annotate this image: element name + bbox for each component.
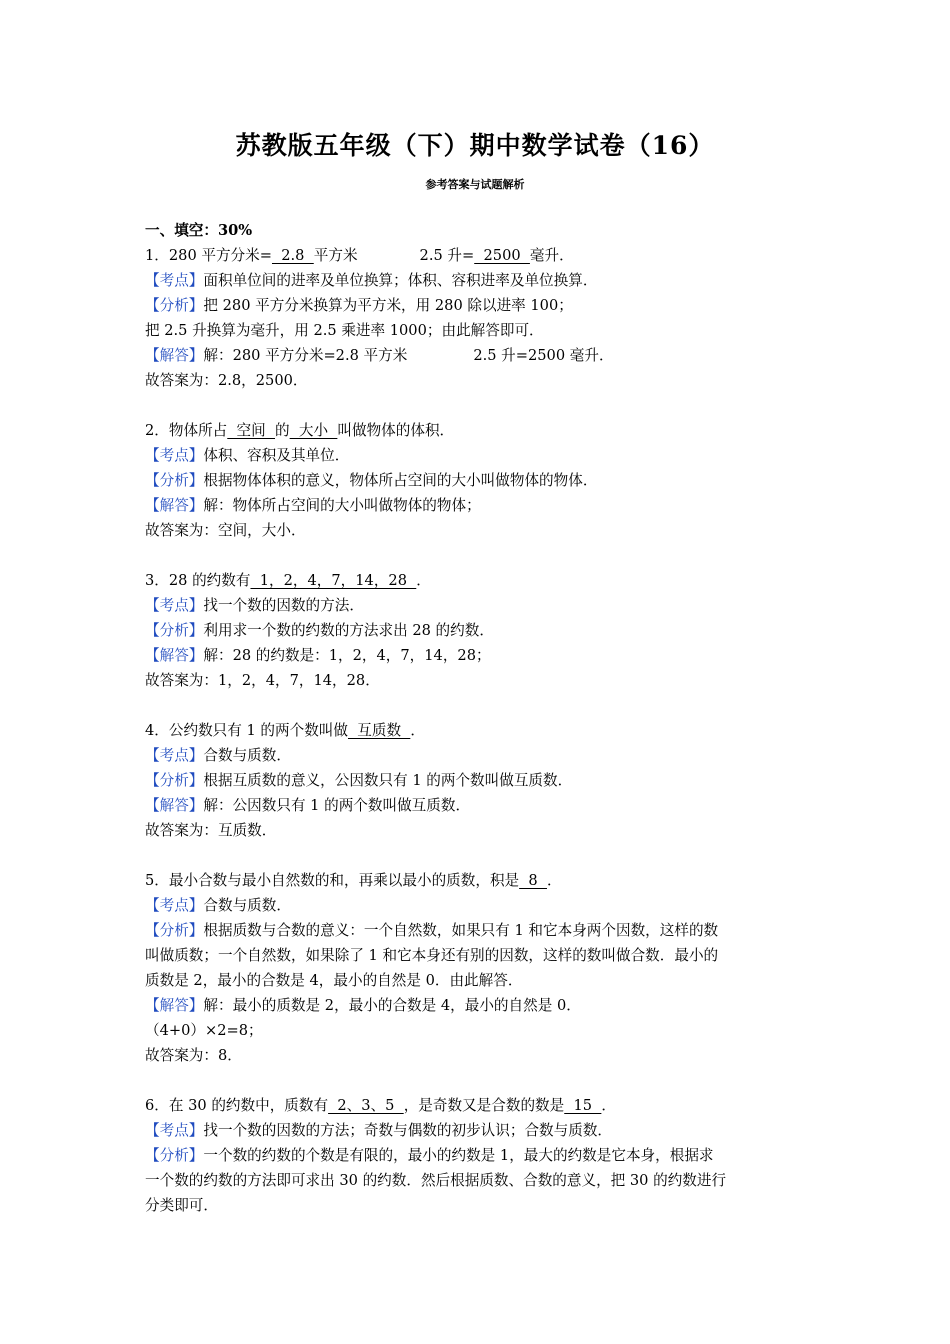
jieda-line: 【解答】解：28 的约数是：1，2，4，7，14，28；: [145, 647, 491, 664]
answer-blank: 互质数: [347, 722, 411, 739]
fenxi-line: 【分析】一个数的约数的个数是有限的，最小的约数是 1，最大的约数是它本身，根据求: [145, 1147, 714, 1164]
fenxi-line-cont: 叫做质数；一个自然数，如果除了 1 和它本身还有别的因数，这样的数叫做合数．最小的: [145, 947, 719, 964]
answer-blank: 2、3、5: [328, 1097, 404, 1114]
answer-blank: 8: [519, 872, 547, 889]
page-title: 苏教版五年级（下）期中数学试卷（16）: [235, 131, 715, 160]
jieda-line: 【解答】解：物体所占空间的大小叫做物体的物体；: [145, 497, 481, 514]
fenxi-tag: 【分析】: [145, 1147, 204, 1164]
question-2: 2．物体所占 空间 的 大小 叫做物体的体积．: [145, 422, 455, 439]
fenxi-line: 【分析】根据互质数的意义，公因数只有 1 的两个数叫做互质数．: [145, 772, 573, 789]
question-1: 1．280 平方分米= 2.8 平方米 2.5 升= 2500 毫升．: [145, 247, 574, 264]
kaodian-tag: 【考点】: [145, 272, 204, 289]
question-3: 3．28 的约数有 1，2，4，7，14，28 ．: [145, 572, 431, 589]
kaodian-line: 【考点】找一个数的因数的方法．: [145, 597, 364, 614]
fenxi-line-cont: 分类即可．: [145, 1197, 218, 1214]
answer-blank: 1，2，4，7，14，28: [250, 572, 417, 589]
answer-line: 故答案为：空间，大小．: [145, 522, 306, 539]
answer-blank: 15: [564, 1097, 602, 1114]
jieda-tag: 【解答】: [145, 497, 204, 514]
question-5: 5．最小合数与最小自然数的和，再乘以最小的质数，积是 8 ．: [145, 872, 562, 889]
fenxi-tag: 【分析】: [145, 472, 204, 489]
jieda-line: 【解答】解：最小的质数是 2，最小的合数是 4，最小的自然是 0．: [145, 997, 581, 1014]
kaodian-line: 【考点】合数与质数．: [145, 747, 291, 764]
jieda-tag: 【解答】: [145, 347, 204, 364]
page-subtitle: 参考答案与试题解析: [425, 178, 525, 191]
answer-line: 故答案为：2.8，2500．: [145, 372, 308, 389]
fenxi-line: 【分析】根据物体体积的意义，物体所占空间的大小叫做物体的物体．: [145, 472, 598, 489]
fenxi-tag: 【分析】: [145, 622, 204, 639]
kaodian-tag: 【考点】: [145, 897, 204, 914]
fenxi-tag: 【分析】: [145, 922, 204, 939]
answer-blank: 2.8: [271, 247, 314, 264]
jieda-tag: 【解答】: [145, 647, 204, 664]
answer-blank: 空间: [227, 422, 276, 439]
fenxi-line-cont: 把 2.5 升换算为毫升，用 2.5 乘进率 1000；由此解答即可．: [145, 322, 544, 339]
question-6: 6．在 30 的约数中，质数有 2、3、5 ，是奇数又是合数的数是 15 ．: [145, 1097, 616, 1114]
jieda-line: 【解答】解：280 平方分米=2.8 平方米 2.5 升=2500 毫升．: [145, 347, 614, 364]
section-heading: 一、填空：30%: [145, 222, 253, 239]
kaodian-line: 【考点】面积单位间的进率及单位换算；体积、容积进率及单位换算．: [145, 272, 598, 289]
question-4: 4．公约数只有 1 的两个数叫做 互质数 ．: [145, 722, 425, 739]
fenxi-line-cont: 一个数的约数的方法即可求出 30 的约数．然后根据质数、合数的意义，把 30 的约数进行: [145, 1172, 727, 1189]
answer-line: 故答案为：8．: [145, 1047, 242, 1064]
fenxi-tag: 【分析】: [145, 297, 204, 314]
answer-line: 故答案为：互质数．: [145, 822, 277, 839]
kaodian-line: 【考点】合数与质数．: [145, 897, 291, 914]
kaodian-line: 【考点】找一个数的因数的方法；奇数与偶数的初步认识；合数与质数．: [145, 1122, 613, 1139]
kaodian-line: 【考点】体积、容积及其单位．: [145, 447, 350, 464]
kaodian-tag: 【考点】: [145, 597, 204, 614]
fenxi-tag: 【分析】: [145, 772, 204, 789]
fenxi-line: 【分析】根据质数与合数的意义：一个自然数，如果只有 1 和它本身两个因数，这样的数: [145, 922, 719, 939]
content-body: [145, 218, 805, 1218]
fenxi-line: 【分析】把 280 平方分米换算为平方米，用 280 除以进率 100；: [145, 297, 573, 314]
answer-blank: 2500: [474, 247, 530, 264]
fenxi-line-cont: 质数是 2，最小的合数是 4，最小的自然是 0．由此解答．: [145, 972, 523, 989]
calc-line: （4+0）×2=8；: [145, 1022, 263, 1039]
answer-blank: 大小: [289, 422, 338, 439]
kaodian-tag: 【考点】: [145, 1122, 204, 1139]
answer-line: 故答案为：1，2，4，7，14，28．: [145, 672, 380, 689]
kaodian-tag: 【考点】: [145, 447, 204, 464]
fenxi-line: 【分析】利用求一个数的约数的方法求出 28 的约数．: [145, 622, 494, 639]
jieda-tag: 【解答】: [145, 797, 204, 814]
kaodian-tag: 【考点】: [145, 747, 204, 764]
jieda-tag: 【解答】: [145, 997, 204, 1014]
jieda-line: 【解答】解：公因数只有 1 的两个数叫做互质数．: [145, 797, 471, 814]
